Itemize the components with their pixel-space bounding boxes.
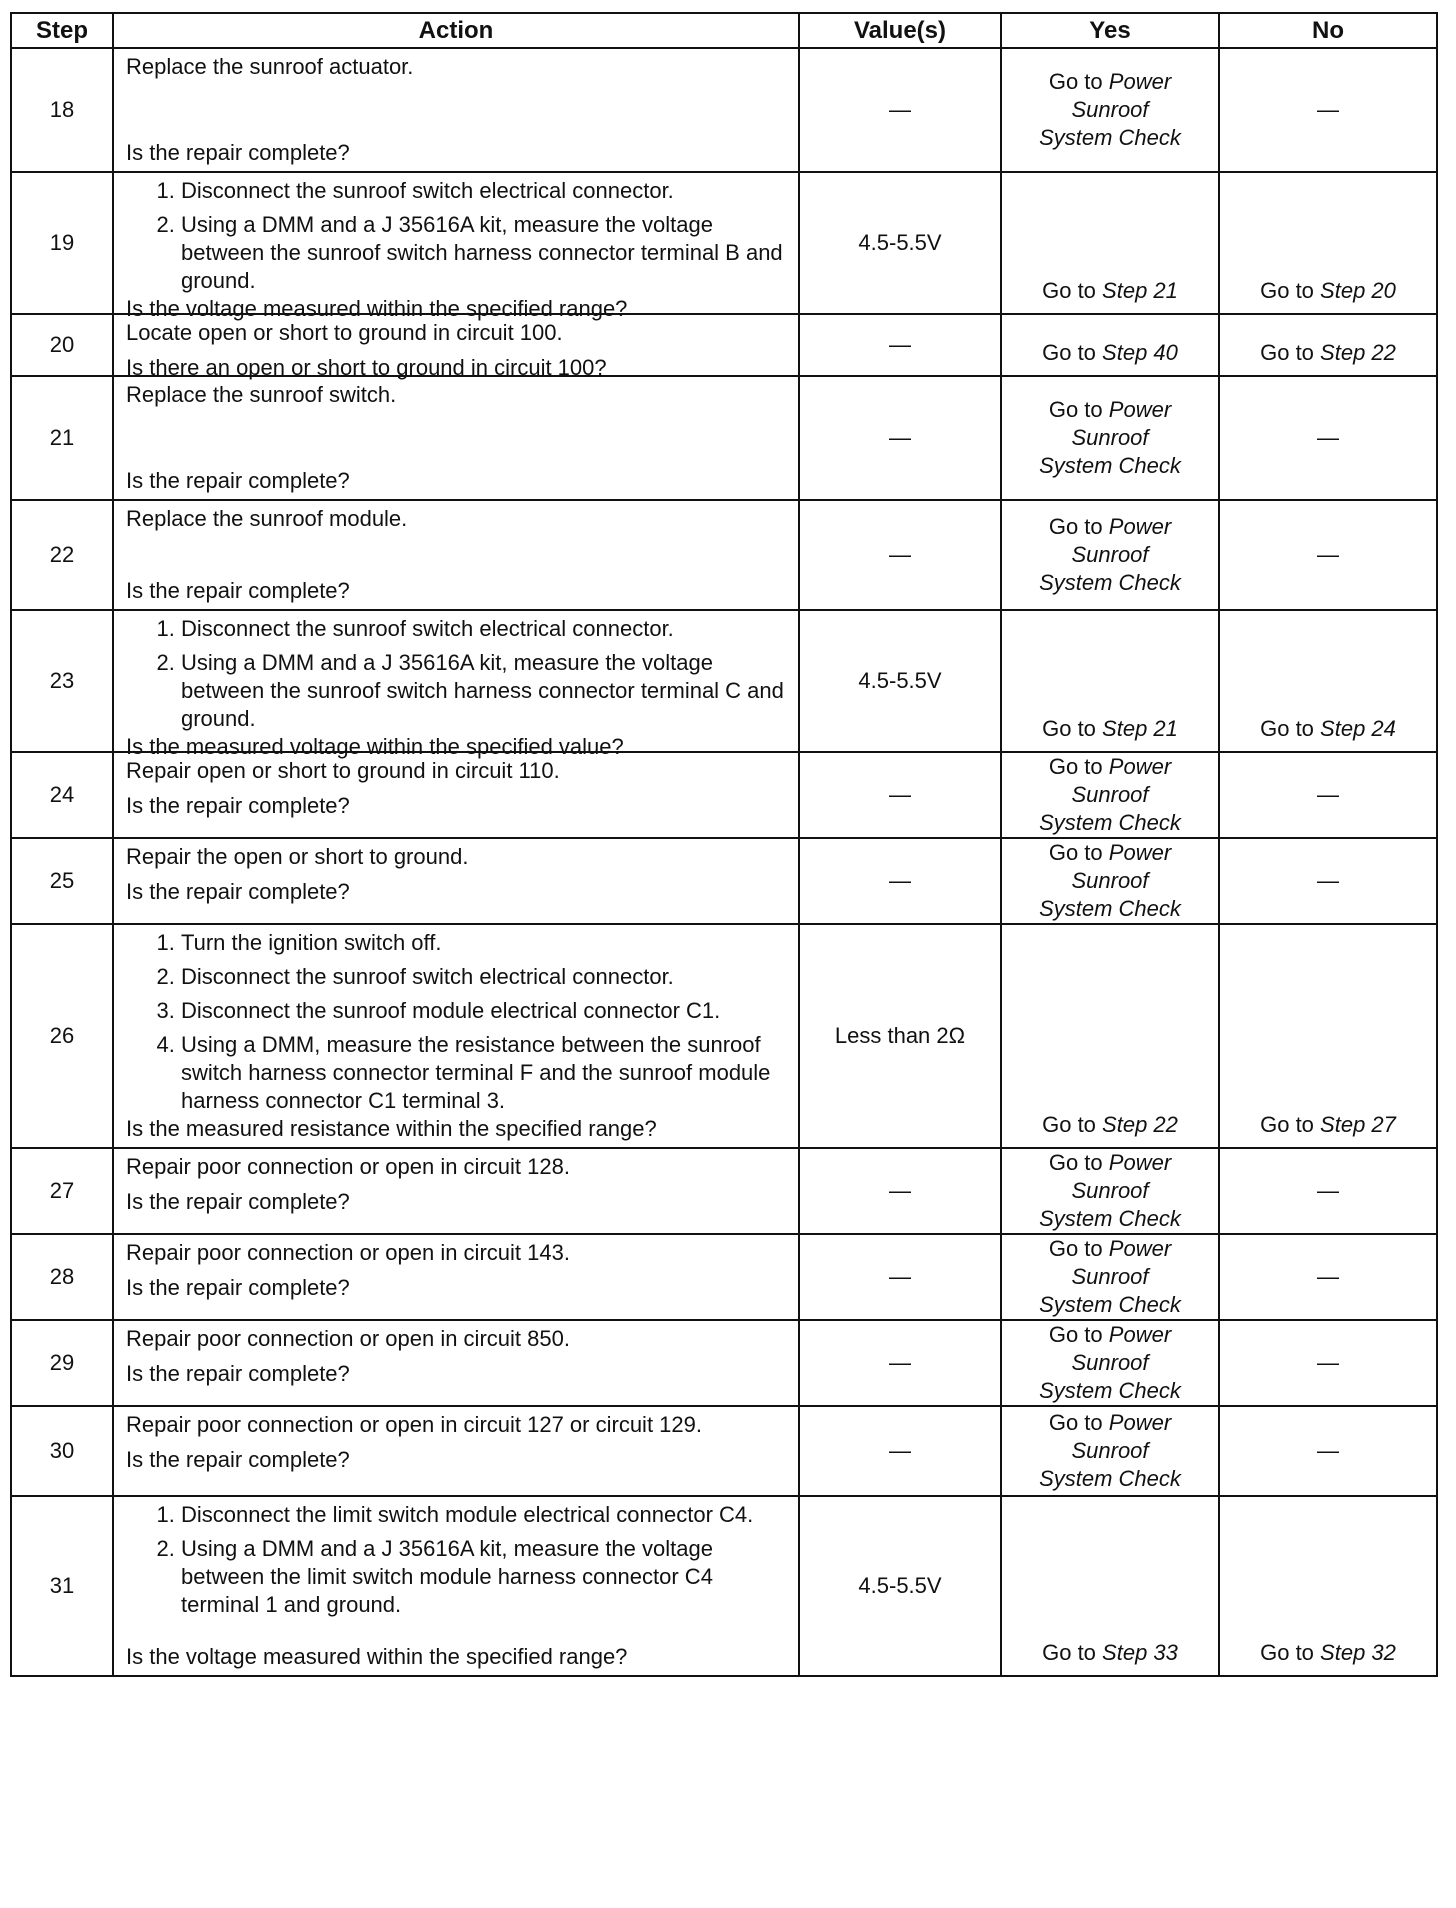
go-to-step-link bbox=[1002, 715, 1218, 747]
sunroof-text: Sunroof bbox=[1071, 1350, 1149, 1375]
sunroof-label bbox=[1002, 1437, 1218, 1465]
sunroof-label bbox=[1002, 781, 1218, 809]
step-reference: Step 22 bbox=[1102, 1112, 1178, 1137]
action-step-item: 2. Using a DMM and a J 35616A kit, measure the voltage between the sunroof switch harness connector terminal B and ground. bbox=[181, 211, 788, 295]
go-to-label: Go to bbox=[1042, 340, 1096, 365]
go-to-power-sunroof-link bbox=[1002, 753, 1218, 837]
action-instructions bbox=[126, 1325, 788, 1353]
sunroof-text: Sunroof bbox=[1071, 1264, 1149, 1289]
sunroof-label bbox=[1002, 424, 1218, 452]
go-to-line bbox=[1002, 68, 1218, 96]
action-cell bbox=[113, 1406, 799, 1496]
power-label: Power bbox=[1108, 514, 1172, 539]
go-to-power-sunroof-link bbox=[1002, 1149, 1218, 1233]
diagnostic-table-page bbox=[10, 12, 1436, 1677]
sunroof-text: Sunroof bbox=[1071, 1438, 1149, 1463]
action-content bbox=[126, 177, 788, 321]
value-cell: 4.5-5.5V bbox=[799, 172, 1001, 314]
action-question: Is the repair complete? bbox=[126, 1447, 350, 1472]
action-instructions bbox=[126, 1153, 788, 1181]
system-check-label bbox=[1002, 569, 1218, 597]
system-check-label bbox=[1002, 124, 1218, 152]
no-cell: — bbox=[1219, 838, 1437, 924]
go-to-step-link bbox=[1220, 277, 1436, 309]
system-check-text: System Check bbox=[1039, 1466, 1181, 1491]
power-label: Power bbox=[1108, 397, 1172, 422]
go-to-label: Go to bbox=[1260, 340, 1314, 365]
step-number: 31 bbox=[11, 1496, 113, 1676]
action-instructions bbox=[126, 1239, 788, 1267]
sunroof-text: Sunroof bbox=[1071, 782, 1149, 807]
system-check-text: System Check bbox=[1039, 1206, 1181, 1231]
step-number: 22 bbox=[11, 500, 113, 610]
no-cell: — bbox=[1219, 1234, 1437, 1320]
sunroof-label bbox=[1002, 1349, 1218, 1377]
table-row bbox=[11, 1320, 1437, 1406]
step-reference: Step 20 bbox=[1320, 278, 1396, 303]
sunroof-label bbox=[1002, 1177, 1218, 1205]
action-step-item: 1. Disconnect the sunroof switch electrical connector. bbox=[181, 177, 788, 205]
header-step: Step bbox=[11, 13, 113, 48]
action-cell bbox=[113, 838, 799, 924]
value-cell: — bbox=[799, 1406, 1001, 1496]
action-content bbox=[126, 843, 788, 919]
header-values: Value(s) bbox=[799, 13, 1001, 48]
go-to-power-sunroof-link bbox=[1002, 1321, 1218, 1405]
action-instructions bbox=[126, 1501, 788, 1619]
value-cell: 4.5-5.5V bbox=[799, 1496, 1001, 1676]
action-question: Is the measured resistance within the specified range? bbox=[126, 1116, 657, 1141]
action-text: Locate open or short to ground in circuit 100. bbox=[126, 320, 563, 345]
go-to-label: Go to bbox=[1260, 1112, 1314, 1137]
yes-cell bbox=[1001, 610, 1219, 752]
action-question: Is there an open or short to ground in circuit 100? bbox=[126, 355, 607, 380]
action-cell bbox=[113, 1234, 799, 1320]
diagnostic-table bbox=[10, 12, 1438, 1677]
action-cell bbox=[113, 752, 799, 838]
table-row bbox=[11, 838, 1437, 924]
action-content bbox=[126, 1501, 788, 1671]
go-to-label: Go to bbox=[1048, 1236, 1103, 1261]
header-yes: Yes bbox=[1001, 13, 1219, 48]
action-content bbox=[126, 1411, 788, 1491]
action-step-item: 2. Using a DMM and a J 35616A kit, measure the voltage between the limit switch module harness connector C4 terminal 1 and ground. bbox=[181, 1535, 788, 1619]
action-text: Repair poor connection or open in circuit 128. bbox=[126, 1154, 570, 1179]
action-question: Is the repair complete? bbox=[126, 1189, 350, 1214]
action-question: Is the repair complete? bbox=[126, 879, 350, 904]
yes-cell bbox=[1001, 1406, 1219, 1496]
go-to-power-sunroof-link bbox=[1002, 68, 1218, 152]
value-cell: — bbox=[799, 314, 1001, 376]
yes-cell bbox=[1001, 500, 1219, 610]
action-content bbox=[126, 1153, 788, 1229]
go-to-line bbox=[1002, 753, 1218, 781]
action-text: Replace the sunroof actuator. bbox=[126, 54, 414, 79]
action-steps-list bbox=[126, 1501, 788, 1619]
action-question: Is the voltage measured within the specified range? bbox=[126, 1644, 628, 1669]
action-text: Repair the open or short to ground. bbox=[126, 844, 469, 869]
go-to-label: Go to bbox=[1048, 754, 1103, 779]
value-cell: — bbox=[799, 376, 1001, 500]
action-cell bbox=[113, 172, 799, 321]
step-reference: Step 27 bbox=[1320, 1112, 1396, 1137]
action-instructions bbox=[126, 381, 788, 409]
system-check-text: System Check bbox=[1039, 1292, 1181, 1317]
value-cell: — bbox=[799, 1320, 1001, 1406]
action-content bbox=[126, 319, 788, 380]
table-row bbox=[11, 1406, 1437, 1496]
system-check-text: System Check bbox=[1039, 896, 1181, 921]
value-cell: — bbox=[799, 752, 1001, 838]
action-instructions bbox=[126, 177, 788, 295]
action-cell bbox=[113, 48, 799, 172]
go-to-label: Go to bbox=[1042, 278, 1096, 303]
step-number: 24 bbox=[11, 752, 113, 838]
power-label: Power bbox=[1108, 69, 1172, 94]
go-to-label: Go to bbox=[1042, 1112, 1096, 1137]
yes-cell bbox=[1001, 1320, 1219, 1406]
sunroof-text: Sunroof bbox=[1071, 97, 1149, 122]
go-to-label: Go to bbox=[1042, 716, 1096, 741]
go-to-label: Go to bbox=[1048, 1322, 1103, 1347]
sunroof-label bbox=[1002, 541, 1218, 569]
no-cell bbox=[1219, 610, 1437, 752]
system-check-label bbox=[1002, 809, 1218, 837]
yes-cell bbox=[1001, 1148, 1219, 1234]
go-to-step-link bbox=[1002, 277, 1218, 309]
action-instructions bbox=[126, 1411, 788, 1439]
action-steps-list bbox=[126, 615, 788, 733]
table-row bbox=[11, 924, 1437, 1148]
action-instructions bbox=[126, 505, 788, 533]
action-step-item: 1. Turn the ignition switch off. bbox=[181, 929, 788, 957]
yes-cell bbox=[1001, 1234, 1219, 1320]
step-reference: Step 33 bbox=[1102, 1640, 1178, 1665]
system-check-label bbox=[1002, 1465, 1218, 1493]
sunroof-text: Sunroof bbox=[1071, 542, 1149, 567]
action-question: Is the repair complete? bbox=[126, 140, 350, 165]
go-to-label: Go to bbox=[1048, 1150, 1103, 1175]
action-content bbox=[126, 505, 788, 605]
go-to-power-sunroof-link bbox=[1002, 839, 1218, 923]
table-row bbox=[11, 314, 1437, 376]
go-to-step-link bbox=[1002, 1639, 1218, 1671]
value-cell: — bbox=[799, 500, 1001, 610]
go-to-step-link bbox=[1220, 715, 1436, 747]
go-to-line bbox=[1002, 839, 1218, 867]
action-instructions bbox=[126, 319, 788, 347]
action-cell bbox=[113, 1148, 799, 1234]
go-to-label: Go to bbox=[1048, 1410, 1103, 1435]
action-text: Replace the sunroof module. bbox=[126, 506, 408, 531]
go-to-line bbox=[1002, 396, 1218, 424]
table-row bbox=[11, 1148, 1437, 1234]
yes-cell bbox=[1001, 752, 1219, 838]
header-action: Action bbox=[113, 13, 799, 48]
action-question: Is the repair complete? bbox=[126, 1361, 350, 1386]
no-cell: — bbox=[1219, 48, 1437, 172]
go-to-line bbox=[1002, 1149, 1218, 1177]
system-check-text: System Check bbox=[1039, 453, 1181, 478]
table-row bbox=[11, 172, 1437, 314]
no-cell: — bbox=[1219, 752, 1437, 838]
go-to-label: Go to bbox=[1260, 1640, 1314, 1665]
action-cell bbox=[113, 314, 799, 380]
step-number: 27 bbox=[11, 1148, 113, 1234]
system-check-label bbox=[1002, 1377, 1218, 1405]
yes-cell bbox=[1001, 48, 1219, 172]
value-cell: — bbox=[799, 1148, 1001, 1234]
go-to-label: Go to bbox=[1260, 278, 1314, 303]
step-reference: Step 32 bbox=[1320, 1640, 1396, 1665]
action-step-item: 1. Disconnect the limit switch module electrical connector C4. bbox=[181, 1501, 788, 1529]
no-cell: — bbox=[1219, 1320, 1437, 1406]
table-row bbox=[11, 752, 1437, 838]
system-check-label bbox=[1002, 1205, 1218, 1233]
step-reference: Step 40 bbox=[1102, 340, 1178, 365]
step-number: 18 bbox=[11, 48, 113, 172]
value-cell: — bbox=[799, 48, 1001, 172]
action-question: Is the measured voltage within the specified value? bbox=[126, 734, 624, 759]
step-number: 19 bbox=[11, 172, 113, 314]
action-step-item: 1. Disconnect the sunroof switch electrical connector. bbox=[181, 615, 788, 643]
action-question: Is the repair complete? bbox=[126, 1275, 350, 1300]
go-to-step-link bbox=[1002, 339, 1218, 371]
value-cell: 4.5-5.5V bbox=[799, 610, 1001, 752]
action-instructions bbox=[126, 53, 788, 81]
action-cell bbox=[113, 924, 799, 1148]
action-question: Is the repair complete? bbox=[126, 793, 350, 818]
go-to-power-sunroof-link bbox=[1002, 513, 1218, 597]
go-to-power-sunroof-link bbox=[1002, 1409, 1218, 1493]
action-step-item: 4. Using a DMM, measure the resistance between the sunroof switch harness connector terminal F and the sunroof module harness connector C1 terminal 3. bbox=[181, 1031, 788, 1115]
go-to-power-sunroof-link bbox=[1002, 1235, 1218, 1319]
power-label: Power bbox=[1108, 1410, 1172, 1435]
no-cell: — bbox=[1219, 1406, 1437, 1496]
go-to-label: Go to bbox=[1260, 716, 1314, 741]
no-cell bbox=[1219, 1496, 1437, 1676]
sunroof-label bbox=[1002, 867, 1218, 895]
go-to-line bbox=[1002, 1235, 1218, 1263]
value-cell: Less than 2Ω bbox=[799, 924, 1001, 1148]
value-cell: — bbox=[799, 1234, 1001, 1320]
table-row bbox=[11, 376, 1437, 500]
action-instructions bbox=[126, 929, 788, 1115]
power-label: Power bbox=[1108, 1236, 1172, 1261]
action-question: Is the repair complete? bbox=[126, 578, 350, 603]
no-cell bbox=[1219, 314, 1437, 376]
action-instructions bbox=[126, 757, 788, 785]
yes-cell bbox=[1001, 1496, 1219, 1676]
action-text: Repair open or short to ground in circuit 110. bbox=[126, 758, 560, 783]
action-cell bbox=[113, 1320, 799, 1406]
step-reference: Step 22 bbox=[1320, 340, 1396, 365]
system-check-label bbox=[1002, 452, 1218, 480]
yes-cell bbox=[1001, 924, 1219, 1148]
go-to-label: Go to bbox=[1048, 514, 1103, 539]
go-to-label: Go to bbox=[1042, 1640, 1096, 1665]
step-number: 20 bbox=[11, 314, 113, 376]
sunroof-label bbox=[1002, 1263, 1218, 1291]
step-number: 29 bbox=[11, 1320, 113, 1406]
step-number: 21 bbox=[11, 376, 113, 500]
step-reference: Step 24 bbox=[1320, 716, 1396, 741]
power-label: Power bbox=[1108, 1150, 1172, 1175]
go-to-step-link bbox=[1002, 1111, 1218, 1143]
yes-cell bbox=[1001, 172, 1219, 314]
no-cell: — bbox=[1219, 376, 1437, 500]
action-question: Is the repair complete? bbox=[126, 468, 350, 493]
header-no: No bbox=[1219, 13, 1437, 48]
action-cell bbox=[113, 610, 799, 759]
table-row bbox=[11, 1234, 1437, 1320]
action-text: Replace the sunroof switch. bbox=[126, 382, 397, 407]
power-label: Power bbox=[1108, 840, 1172, 865]
table-row bbox=[11, 610, 1437, 752]
sunroof-label bbox=[1002, 96, 1218, 124]
action-cell bbox=[113, 1496, 799, 1676]
action-content bbox=[126, 929, 788, 1143]
no-cell bbox=[1219, 172, 1437, 314]
table-row bbox=[11, 48, 1437, 172]
action-cell bbox=[113, 376, 799, 500]
go-to-line bbox=[1002, 513, 1218, 541]
go-to-label: Go to bbox=[1048, 69, 1103, 94]
step-number: 25 bbox=[11, 838, 113, 924]
system-check-text: System Check bbox=[1039, 1378, 1181, 1403]
step-reference: Step 21 bbox=[1102, 278, 1178, 303]
power-label: Power bbox=[1108, 754, 1172, 779]
step-reference: Step 21 bbox=[1102, 716, 1178, 741]
yes-cell bbox=[1001, 314, 1219, 376]
yes-cell bbox=[1001, 376, 1219, 500]
go-to-power-sunroof-link bbox=[1002, 396, 1218, 480]
action-instructions bbox=[126, 843, 788, 871]
action-steps-list bbox=[126, 177, 788, 295]
power-label: Power bbox=[1108, 1322, 1172, 1347]
action-step-item: 3. Disconnect the sunroof module electrical connector C1. bbox=[181, 997, 788, 1025]
action-content bbox=[126, 757, 788, 833]
action-text: Repair poor connection or open in circuit 143. bbox=[126, 1240, 570, 1265]
go-to-label: Go to bbox=[1048, 840, 1103, 865]
system-check-text: System Check bbox=[1039, 125, 1181, 150]
yes-cell bbox=[1001, 838, 1219, 924]
action-instructions bbox=[126, 615, 788, 733]
no-cell bbox=[1219, 924, 1437, 1148]
action-cell bbox=[113, 500, 799, 610]
table-row bbox=[11, 500, 1437, 610]
step-number: 26 bbox=[11, 924, 113, 1148]
action-step-item: 2. Disconnect the sunroof switch electrical connector. bbox=[181, 963, 788, 991]
go-to-step-link bbox=[1220, 1639, 1436, 1671]
action-step-item: 2. Using a DMM and a J 35616A kit, measure the voltage between the sunroof switch harness connector terminal C and ground. bbox=[181, 649, 788, 733]
go-to-label: Go to bbox=[1048, 397, 1103, 422]
action-content bbox=[126, 1325, 788, 1401]
table-row bbox=[11, 1496, 1437, 1676]
go-to-line bbox=[1002, 1321, 1218, 1349]
header-row bbox=[11, 13, 1437, 48]
action-content bbox=[126, 615, 788, 759]
no-cell: — bbox=[1219, 1148, 1437, 1234]
go-to-line bbox=[1002, 1409, 1218, 1437]
step-number: 23 bbox=[11, 610, 113, 752]
system-check-label bbox=[1002, 1291, 1218, 1319]
go-to-step-link bbox=[1220, 339, 1436, 371]
step-number: 28 bbox=[11, 1234, 113, 1320]
system-check-text: System Check bbox=[1039, 570, 1181, 595]
step-number: 30 bbox=[11, 1406, 113, 1496]
action-steps-list bbox=[126, 929, 788, 1115]
no-cell: — bbox=[1219, 500, 1437, 610]
action-question: Is the voltage measured within the specified range? bbox=[126, 296, 628, 321]
go-to-step-link bbox=[1220, 1111, 1436, 1143]
sunroof-text: Sunroof bbox=[1071, 868, 1149, 893]
action-text: Repair poor connection or open in circuit 127 or circuit 129. bbox=[126, 1412, 702, 1437]
action-text: Repair poor connection or open in circuit 850. bbox=[126, 1326, 570, 1351]
value-cell: — bbox=[799, 838, 1001, 924]
sunroof-text: Sunroof bbox=[1071, 1178, 1149, 1203]
action-content bbox=[126, 381, 788, 495]
system-check-label bbox=[1002, 895, 1218, 923]
system-check-text: System Check bbox=[1039, 810, 1181, 835]
action-content bbox=[126, 1239, 788, 1315]
sunroof-text: Sunroof bbox=[1071, 425, 1149, 450]
action-content bbox=[126, 53, 788, 167]
